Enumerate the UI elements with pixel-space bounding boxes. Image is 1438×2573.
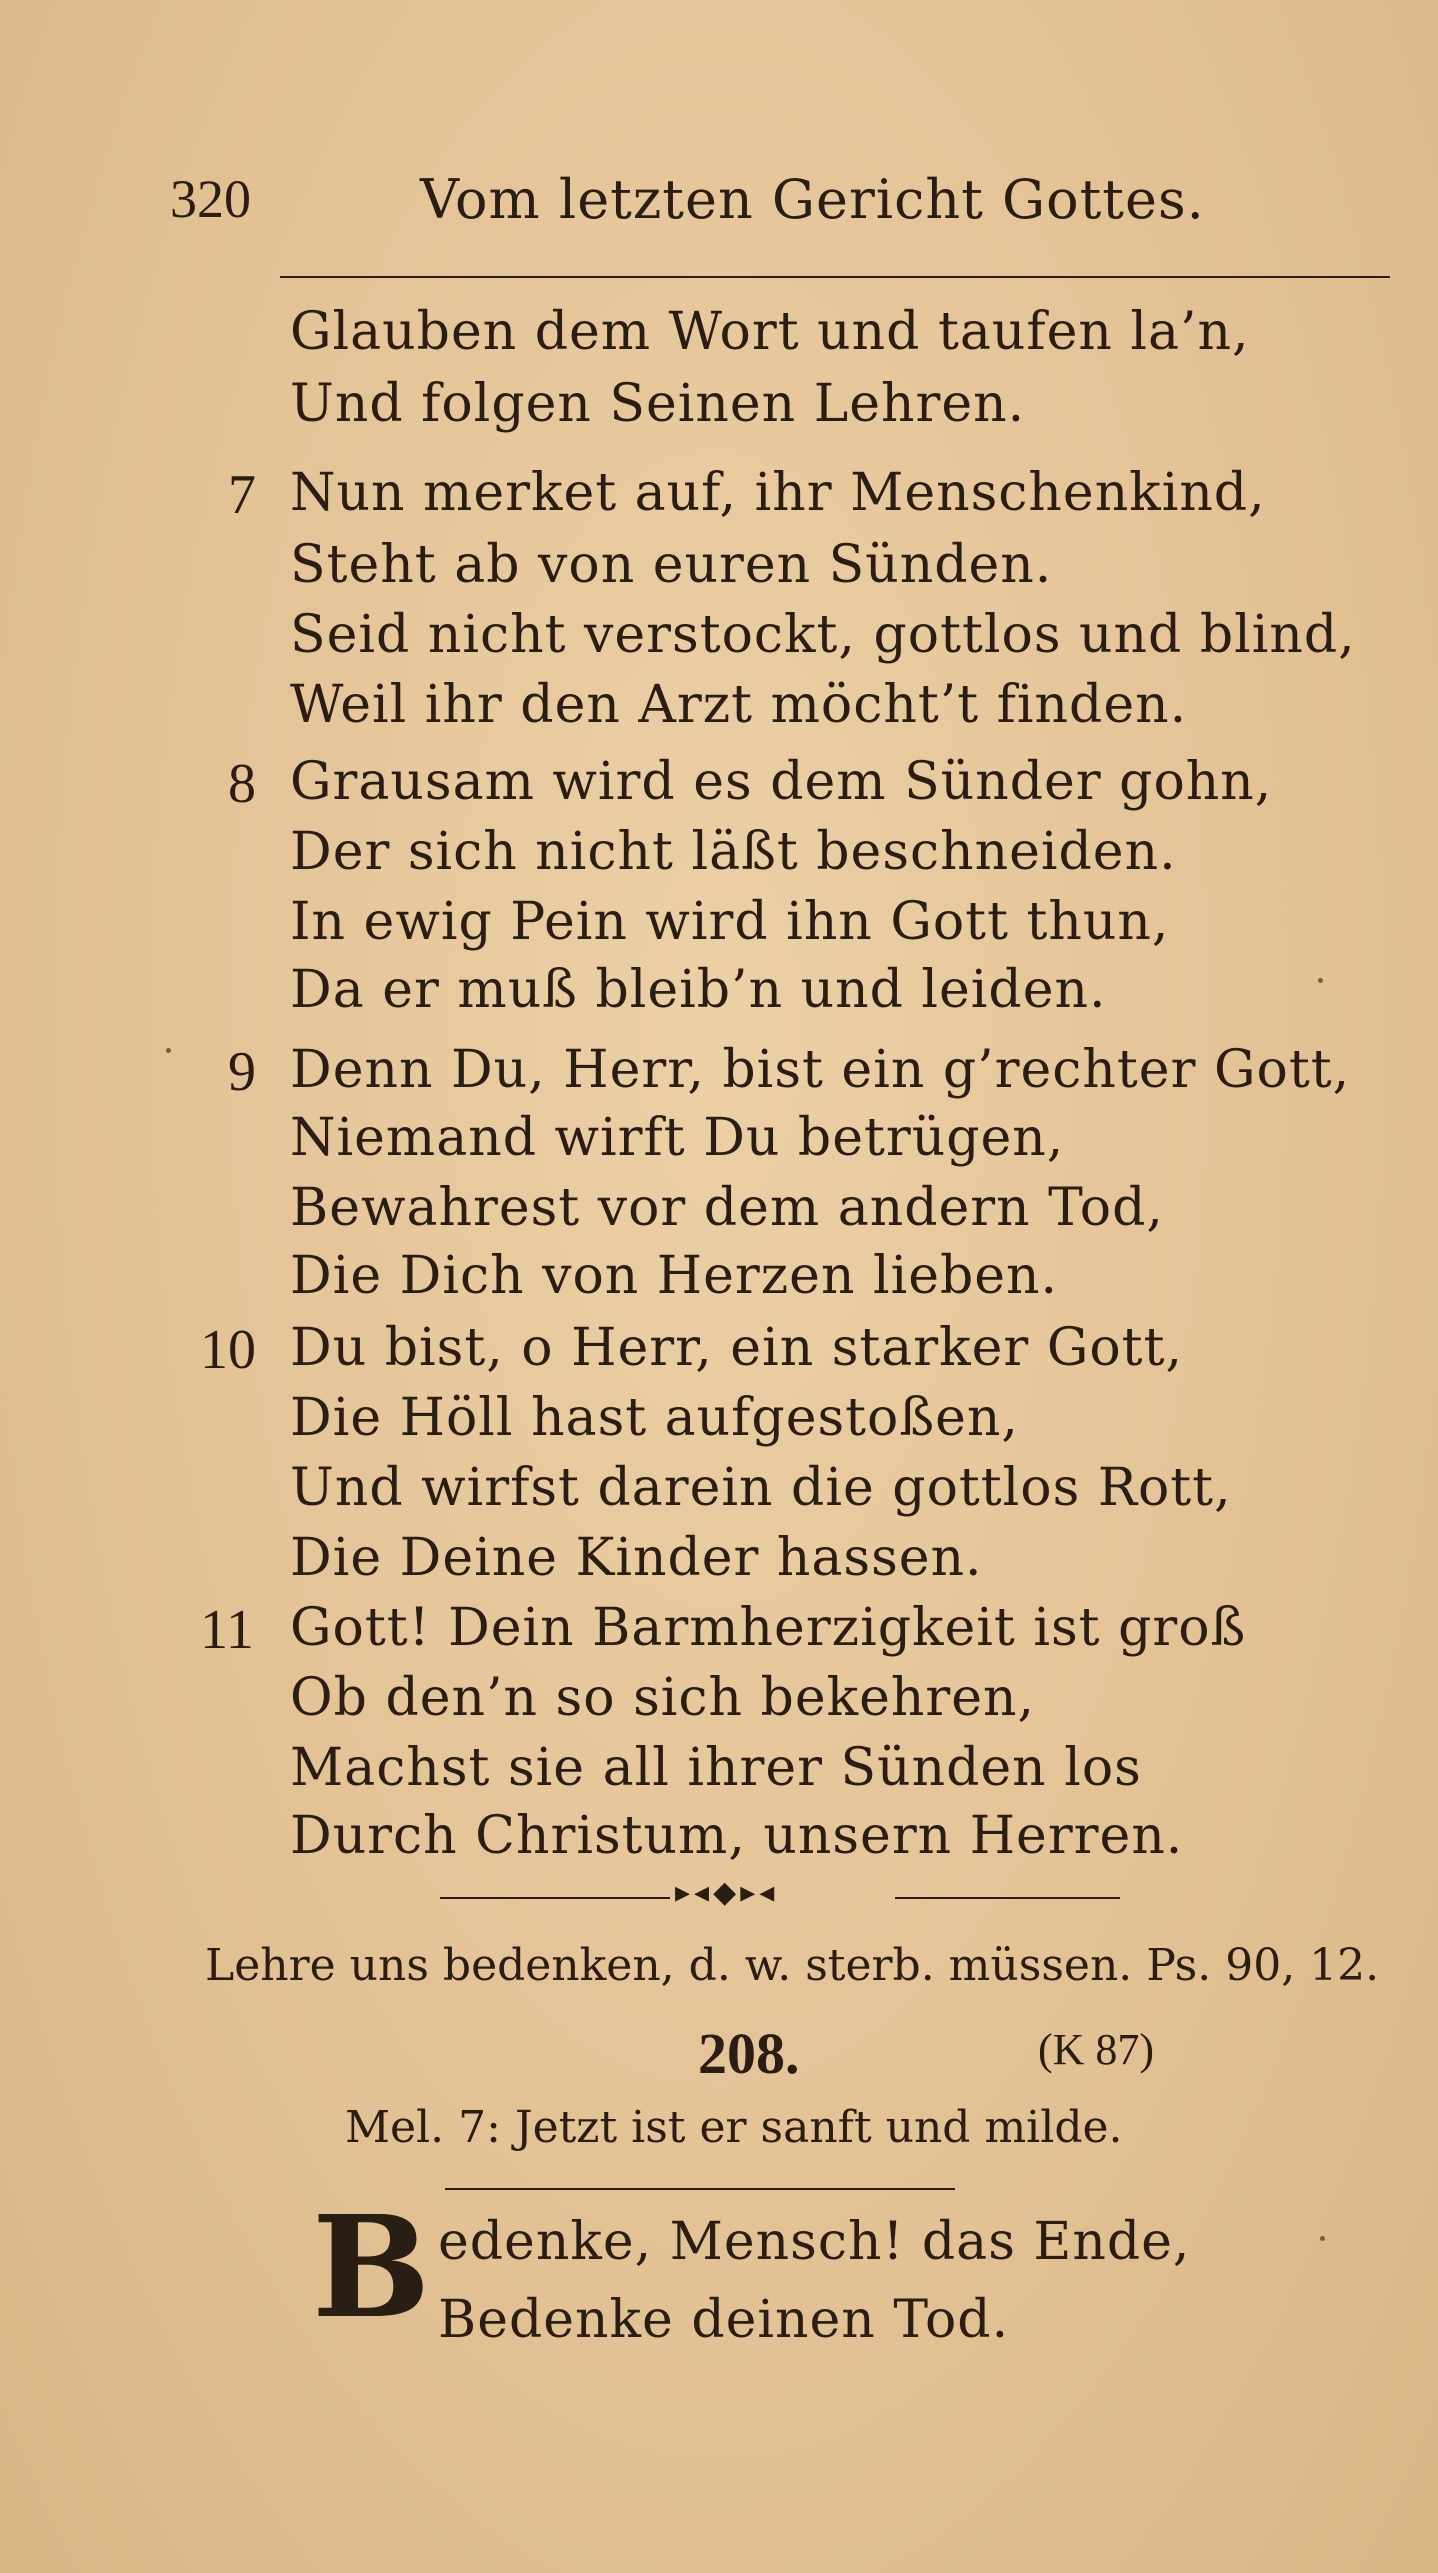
- verse-line: Weil ihr den Arzt möcht’t finden.: [290, 675, 1188, 735]
- verse-number: 7: [228, 464, 256, 526]
- verse-number: 11: [200, 1599, 254, 1661]
- section-rule: [445, 2188, 955, 2190]
- drop-cap: B: [312, 2186, 431, 2350]
- verse-line: Nun merket auf, ihr Menschenkind,: [290, 463, 1266, 523]
- verse-line: Denn Du, Herr, bist ein g’rechter Gott,: [290, 1040, 1351, 1100]
- verse-line: Gott! Dein Barmherzigkeit ist groß: [290, 1598, 1247, 1658]
- verse-line: Grausam wird es dem Sünder gohn,: [290, 752, 1273, 812]
- verse-line: Ob den’n so sich bekehren,: [290, 1668, 1036, 1728]
- verse-line: Und wirfst darein die gottlos Rott,: [290, 1458, 1232, 1518]
- verse-number: 10: [200, 1319, 256, 1381]
- hymn-reference: (K 87): [1038, 2025, 1155, 2074]
- hymn-number: 208.: [698, 2021, 800, 2086]
- divider-rule-right: [895, 1897, 1120, 1899]
- verse-line: Die Dich von Herzen lieben.: [290, 1246, 1059, 1306]
- verse-line: Du bist, o Herr, ein starker Gott,: [290, 1318, 1183, 1378]
- verse-number: 9: [228, 1041, 256, 1103]
- verse-number: 8: [228, 753, 256, 815]
- paper-speck: [1318, 978, 1323, 983]
- verse-line: Und folgen Seinen Lehren.: [290, 374, 1026, 434]
- melody-indication: Mel. 7: Jetzt ist er sanft und milde.: [345, 2102, 1123, 2153]
- paper-speck: [166, 1048, 171, 1053]
- page-header: [170, 168, 1390, 248]
- scripture-motto: Lehre uns bedenken, d. w. sterb. müssen. Ps. 90, 12.: [205, 1940, 1380, 1991]
- verse-line: Da er muß bleib’n und leiden.: [290, 960, 1107, 1020]
- verse-line: Bewahrest vor dem andern Tod,: [290, 1178, 1164, 1238]
- verse-line: Steht ab von euren Sünden.: [290, 535, 1053, 595]
- divider-rule-left: [440, 1897, 670, 1899]
- verse-line: Die Deine Kinder hassen.: [290, 1528, 983, 1588]
- header-rule: [280, 276, 1390, 278]
- ornamental-divider: [440, 1875, 1120, 1910]
- verse-line: Glauben dem Wort und taufen la’n,: [290, 302, 1250, 362]
- verse-line: Machst sie all ihrer Sünden los: [290, 1738, 1142, 1798]
- divider-ornament: ▸◂◆▸◂: [675, 1875, 779, 1910]
- verse-line: Der sich nicht läßt beschneiden.: [290, 822, 1177, 882]
- verse-line: Die Höll hast aufgestoßen,: [290, 1388, 1019, 1448]
- verse-line: Durch Christum, unsern Herren.: [290, 1806, 1184, 1866]
- verse-line: Seid nicht verstockt, gottlos und blind,: [290, 605, 1356, 665]
- verse-line: In ewig Pein wird ihn Gott thun,: [290, 892, 1170, 952]
- verse-line: Bedenke deinen Tod.: [438, 2290, 1010, 2350]
- paper-speck: [1320, 2236, 1325, 2241]
- page-number: 320: [170, 169, 251, 229]
- verse-line: Niemand wirft Du betrügen,: [290, 1108, 1065, 1168]
- running-title: Vom letzten Gericht Gottes.: [420, 168, 1205, 231]
- verse-line: edenke, Mensch! das Ende,: [438, 2212, 1191, 2272]
